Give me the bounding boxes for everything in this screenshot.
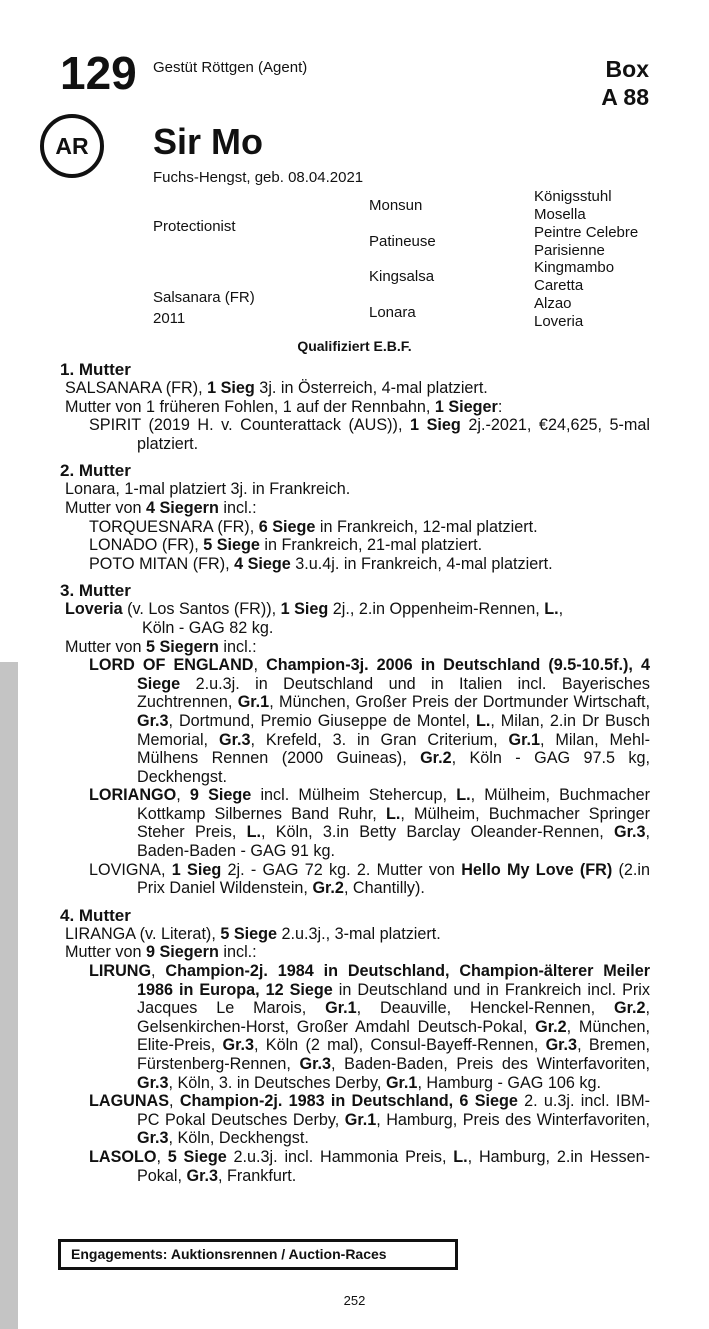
pedigree-dam-year: 2011 [153,310,186,327]
produce-summary: Mutter von 9 Siegern incl.: [65,943,257,962]
box-label [601,55,649,111]
dam-line-continued: Köln - GAG 82 kg. [142,618,274,637]
qualification-note: Qualifiziert E.B.F. [297,338,412,354]
section-heading: 2. Mutter [60,461,131,481]
box-number: A 88 [601,84,649,110]
pedigree-great-grandsire: Caretta [534,277,584,294]
second-dam-section [60,461,650,573]
pedigree-grandsire: Patineuse [369,233,436,250]
horse-name: Sir Mo [153,121,264,162]
produce-summary: Mutter von 1 früheren Fohlen, 1 auf der Rennbahn, 1 Sieger: [65,397,503,416]
produce-summary: Mutter von 4 Siegern incl.: [65,498,257,517]
pedigree-great-grandsire: Königsstuhl [534,188,612,205]
lot-number: 129 [60,47,137,99]
horse-description: Fuchs-Hengst, geb. 08.04.2021 [153,169,364,186]
pedigree-grandsire: Kingsalsa [369,268,435,285]
third-dam-section [60,581,650,898]
pedigree-great-grandsire: Loveria [534,313,584,330]
dam-line: SALSANARA (FR), 1 Sieg 3j. in Österreich, 4-mal platziert. [65,379,488,397]
section-heading: 4. Mutter [60,905,131,925]
pedigree-great-grandsire: Alzao [534,295,572,312]
produce-summary: Mutter von 5 Siegern incl.: [65,637,257,656]
section-heading: 1. Mutter [60,360,131,379]
produce-entry: LOVIGNA, 1 Sieg 2j. - GAG 72 kg. 2. Mutter von Hello My Love (FR) (2.in Prix Daniel Wildenstein, Gr.2, Chantilly). [89,860,650,898]
side-tab [0,662,18,1329]
dam-line: Loveria (v. Los Santos (FR)), 1 Sieg 2j., 2.in Oppenheim-Rennen, L., [65,600,564,619]
pedigree-dam: Salsanara (FR) [153,289,255,306]
produce-entry: TORQUESNARA (FR), 6 Siege in Frankreich, 12-mal platziert. [89,517,538,536]
consignor: Gestüt Röttgen (Agent) [153,59,308,76]
produce-entry: LASOLO, 5 Siege 2.u.3j. incl. Hammonia Preis, L., Hamburg, 2.in Hessen-Pokal, Gr.3, Frankfurt. [89,1147,650,1185]
produce-entry: SPIRIT (2019 H. v. Counterattack (AUS)), 1 Sieg 2j.-2021, €24,625, 5-mal platziert. [89,416,650,453]
family-section [60,360,650,1193]
dam-line: LIRANGA (v. Literat), 5 Siege 2.u.3j., 3-mal platziert. [65,924,441,943]
pedigree-sire: Protectionist [153,218,236,235]
produce-entry: LORD OF ENGLAND, Champion-3j. 2006 in Deutschland (9.5-10.5f.), 4 Siege 2.u.3j. in Deutschland und in Italien incl. Bayerisches Zuchtrennen, Gr.1, München, Großer Preis der Dortmunder Wirtschaft, Gr.3, Dortmund, Premio Giuseppe de Montel, L., Milan, 2.in Dr Busch Memorial, Gr.3, Krefeld, 3. in Gran Criterium, Gr.1, Milan, Mehl-Mülhens Rennen (2000 Guineas), Gr.2, Köln - GAG 97.5 kg, Deckhengst. [89,656,650,786]
fourth-dam-section [60,906,650,1185]
pedigree-great-grandsire: Mosella [534,206,586,223]
page-number: 252 [343,1293,366,1308]
first-dam-section [60,360,650,453]
box-label-text: Box [605,56,649,82]
pedigree-grandsire: Lonara [369,304,416,321]
pedigree-great-grandsire: Kingmambo [534,259,615,276]
pedigree-grandsire: Monsun [369,197,423,214]
dam-line: Lonara, 1-mal platziert 3j. in Frankreich. [65,480,351,499]
produce-entry: LAGUNAS, Champion-2j. 1983 in Deutschland, 6 Siege 2. u.3j. incl. IBM-PC Pokal Deutsches Derby, Gr.1, Hamburg, Preis des Winterfavoriten, Gr.3, Köln, Deckhengst. [89,1092,650,1148]
engagements-box: Engagements: Auktionsrennen / Auction-Races [58,1239,458,1270]
produce-entry: LORIANGO, 9 Siege incl. Mülheim Stehercup, L., Mülheim, Buchmacher Kottkamp Silbernes Band Ruhr, L., Mülheim, Buchmacher Springer Steher Preis, L., Köln, 3.in Betty Barclay Oleander-Rennen, Gr.3, Baden-Baden - GAG 91 kg. [89,786,650,861]
ar-badge: AR [40,114,104,178]
produce-entry: LONADO (FR), 5 Siege in Frankreich, 21-mal platziert. [89,536,483,555]
pedigree-great-grandsire: Peintre Celebre [534,224,639,241]
produce-entry: POTO MITAN (FR), 4 Siege 3.u.4j. in Frankreich, 4-mal platziert. [89,554,553,573]
produce-entry: LIRUNG, Champion-2j. 1984 in Deutschland, Champion-älterer Meiler 1986 in Europa, 12 Siege in Deutschland und in Frankreich incl. Prix Jacques Le Marois, Gr.1, Deauville, Henckel-Rennen, Gr.2, Gelsenkirchen-Horst, Großer Amdahl Deutsch-Pokal, Gr.2, München, Elite-Preis, Gr.3, Köln (2 mal), Consul-Bayeff-Rennen, Gr.3, Bremen, Fürstenberg-Rennen, Gr.3, Baden-Baden, Preis des Winterfavoriten, Gr.3, Köln, 3. in Deutsches Derby, Gr.1, Hamburg - GAG 106 kg. [89,962,651,1092]
section-heading: 3. Mutter [60,581,131,601]
pedigree-great-grandsire: Parisienne [534,242,605,259]
